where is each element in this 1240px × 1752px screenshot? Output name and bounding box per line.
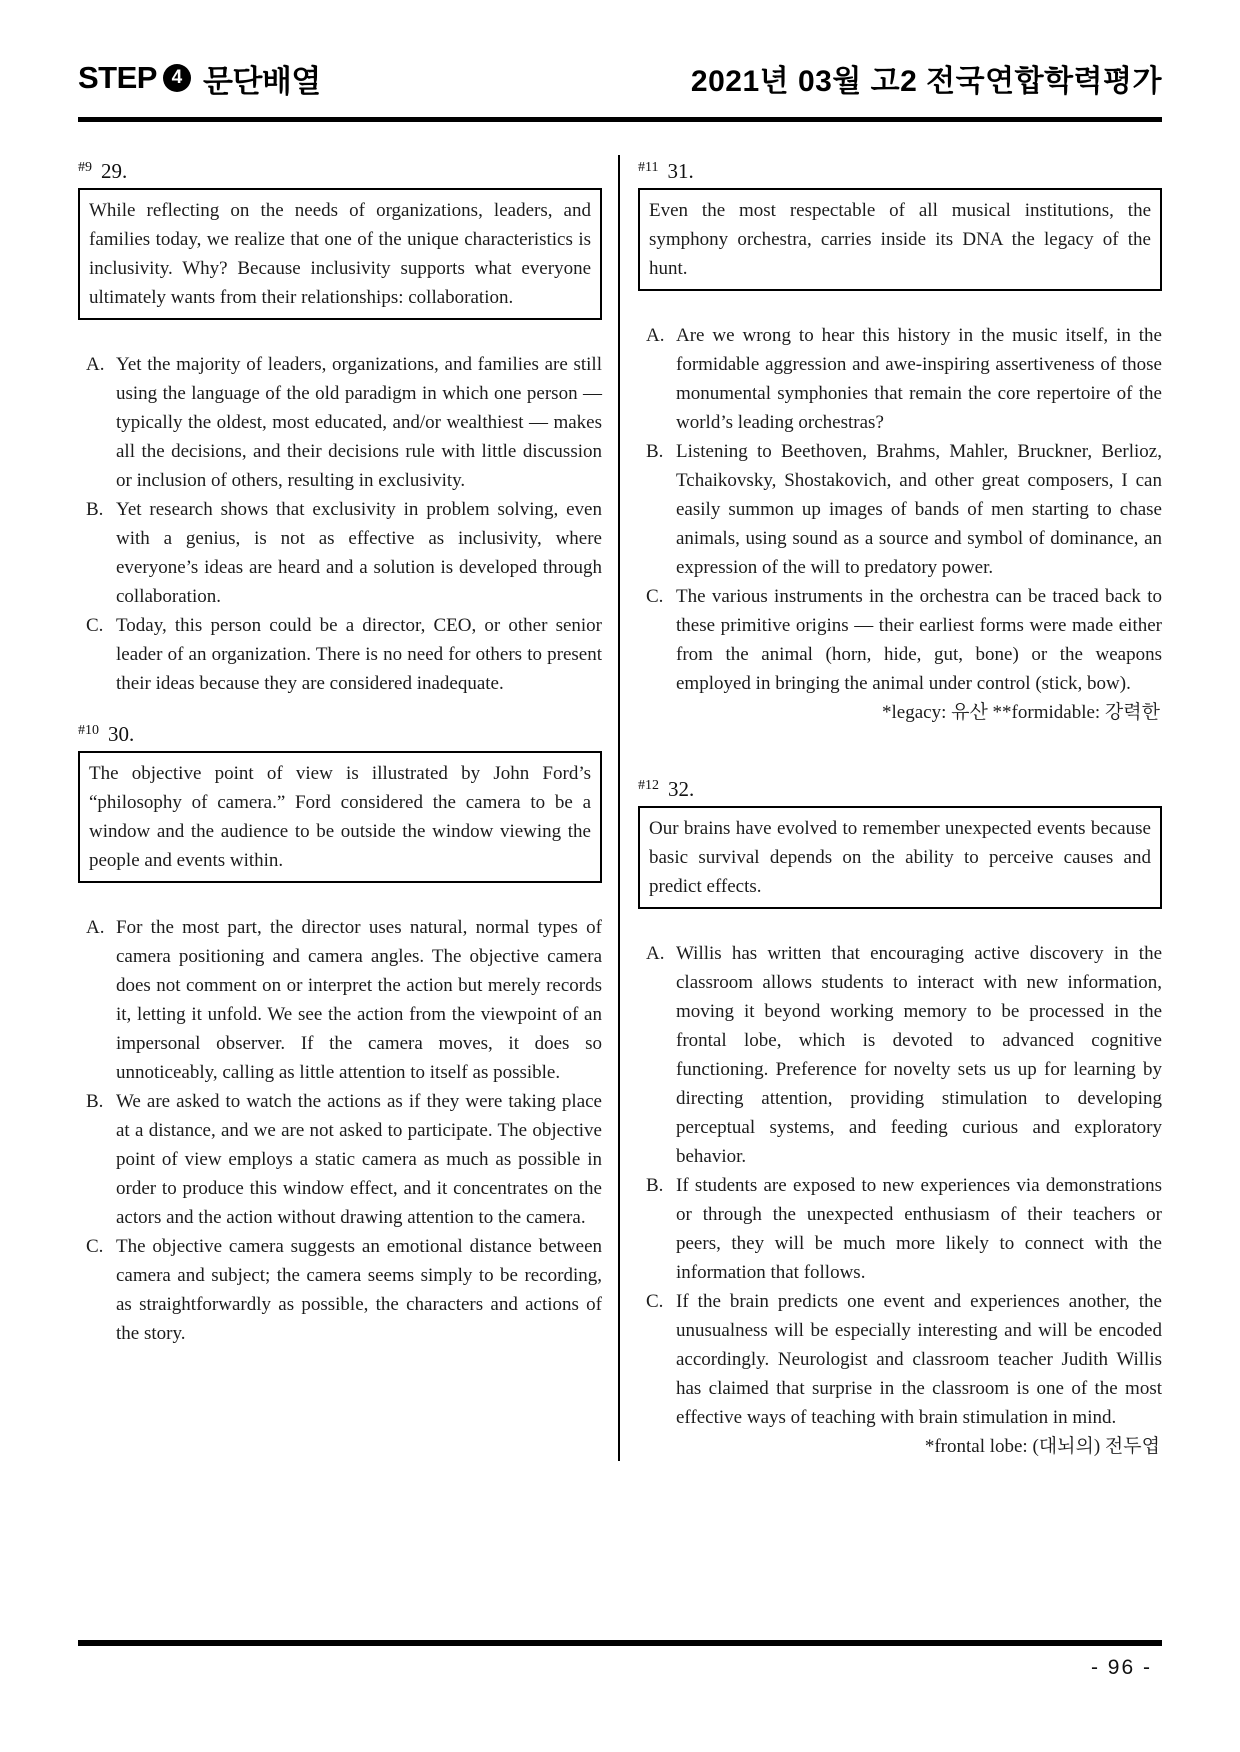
paragraph-A	[638, 939, 1162, 1171]
question-31	[638, 155, 1162, 727]
page-number: - 96 -	[1090, 1656, 1152, 1679]
question-30-paragraphs	[78, 913, 602, 1348]
question-30-number: 30.	[108, 722, 135, 746]
question-30-heading	[78, 718, 602, 747]
paragraph-label: C.	[646, 586, 664, 607]
right-column	[638, 155, 1162, 1461]
paragraph-label: C.	[86, 615, 104, 636]
vocabulary-footnote: *legacy: 유산 **formidable: 강력한	[881, 702, 1160, 723]
vocabulary-footnote: *frontal lobe: (대뇌의) 전두엽	[924, 1436, 1160, 1457]
question-32-tag: #12	[638, 778, 659, 793]
question-32-number: 32.	[668, 777, 695, 801]
paragraph-label: A.	[86, 917, 105, 938]
question-32-paragraphs	[638, 939, 1162, 1432]
step-number-badge: 4	[163, 64, 191, 92]
question-32-passage-box: Our brains have evolved to remember unexpected events because basic survival depends on the ability to perceive causes and predict effects.	[638, 806, 1162, 909]
question-29-number: 29.	[101, 159, 128, 183]
paragraph-text: Listening to Beethoven, Brahms, Mahler, Bruckner, Berlioz, Tchaikovsky, Shostakovich, and other great composers, I can easily summon up images of bands of men starting to chase animals, using sound as a source and symbol of dominance, an expression of the will to predatory power.	[676, 441, 1162, 578]
paragraph-text: Today, this person could be a director, CEO, or other senior leader of an organization. There is no need for others to present their ideas because they are considered inadequate.	[116, 615, 602, 694]
question-29-heading	[78, 155, 602, 184]
paragraph-C	[78, 1232, 602, 1348]
paragraph-text: Yet the majority of leaders, organizations, and families are still using the language of the old paradigm in which one person — typically the oldest, most educated, and/or wealthiest — makes all the decisions, and their decisions rule with little discussion or inclusion of others, resulting in exclusivity.	[116, 354, 602, 491]
paragraph-A	[638, 321, 1162, 437]
paragraph-label: A.	[646, 943, 665, 964]
paragraph-B	[78, 495, 602, 611]
footer-divider-rule	[78, 1640, 1162, 1646]
paragraph-text: If the brain predicts one event and experiences another, the unusualness will be especially interesting and will be encoded accordingly. Neurologist and classroom teacher Judith Willis has claimed that surprise in the classroom is one of the most effective ways of teaching with brain stimulation in mind.	[676, 1291, 1162, 1428]
question-31-tag: #11	[638, 160, 659, 175]
question-29-paragraphs	[78, 350, 602, 698]
paragraph-C	[638, 1287, 1162, 1432]
paragraph-B	[78, 1087, 602, 1232]
page-header	[78, 56, 1162, 100]
question-30	[78, 718, 602, 1348]
paragraph-label: C.	[86, 1236, 104, 1257]
step-label: STEP	[78, 60, 157, 95]
question-31-heading	[638, 155, 1162, 184]
paragraph-B	[638, 437, 1162, 582]
paragraph-label: B.	[646, 441, 664, 462]
question-30-passage-box: The objective point of view is illustrated by John Ford’s “philosophy of camera.” Ford considered the camera to be a window and the audience to be outside the window viewing the people and events within.	[78, 751, 602, 883]
question-31-number: 31.	[667, 159, 694, 183]
question-29	[78, 155, 602, 698]
question-29-tag: #9	[78, 160, 92, 175]
paragraph-text: Willis has written that encouraging active discovery in the classroom allows students to interact with new information, moving it beyond working memory to be processed in the frontal lobe, which is devoted to advanced cognitive functioning. Preference for novelty sets us up for learning by directing attention, providing stimulation to developing perceptual systems, and feeding curious and exploratory behavior.	[676, 943, 1162, 1167]
left-column	[78, 155, 602, 1461]
paragraph-text: Are we wrong to hear this history in the music itself, in the formidable aggression and awe-inspiring assertiveness of those monumental symphonies that remain the core repertoire of the world’s leading orchestras?	[676, 325, 1162, 433]
header-divider-rule	[78, 117, 1162, 122]
question-29-passage-box: While reflecting on the needs of organizations, leaders, and families today, we realize that one of the unique characteristics is inclusivity. Why? Because inclusivity supports what everyone ultimately wants from their relationships: collaboration.	[78, 188, 602, 320]
paragraph-label: A.	[646, 325, 665, 346]
paragraph-label: A.	[86, 354, 105, 375]
paragraph-text: The various instruments in the orchestra can be traced back to these primitive origins — their earliest forms were made either from the animal (horn, hide, gut, bone) or the weapons employed in bringing the animal under control (stick, bow).	[676, 586, 1162, 694]
paragraph-text: The objective camera suggests an emotional distance between camera and subject; the camera seems simply to be recording, as straightforwardly as possible, the characters and actions of the story.	[116, 1236, 602, 1344]
paragraph-A	[78, 913, 602, 1087]
paragraph-A	[78, 350, 602, 495]
paragraph-B	[638, 1171, 1162, 1287]
paragraph-label: B.	[86, 1091, 104, 1112]
paragraph-label: B.	[646, 1175, 664, 1196]
question-32-heading	[638, 773, 1162, 802]
paragraph-text: For the most part, the director uses natural, normal types of camera positioning and camera angles. The objective camera does not comment on or interpret the action but merely records it, letting it unfold. We see the action from the viewpoint of an impersonal observer. If the camera moves, it does so unnoticeably, calling as little attention to itself as possible.	[116, 917, 602, 1083]
question-31-paragraphs	[638, 321, 1162, 698]
question-32	[638, 773, 1162, 1461]
paragraph-label: B.	[86, 499, 104, 520]
step-section-title: 문단배열	[202, 63, 321, 99]
two-column-content	[78, 155, 1162, 1461]
exam-title: 2021년 03월 고2 전국연합학력평가	[690, 65, 1162, 98]
column-divider-rule	[618, 155, 620, 1461]
paragraph-text: If students are exposed to new experiences via demonstrations or through the unexpected enthusiasm of their teachers or peers, they will be much more likely to connect with the information that follows.	[676, 1175, 1162, 1283]
question-30-tag: #10	[78, 723, 99, 738]
paragraph-label: C.	[646, 1291, 664, 1312]
question-31-passage-box: Even the most respectable of all musical institutions, the symphony orchestra, carries inside its DNA the legacy of the hunt.	[638, 188, 1162, 291]
paragraph-text: We are asked to watch the actions as if they were taking place at a distance, and we are not asked to participate. The objective point of view employs a static camera as much as possible in order to produce this window effect, and it concentrates on the actors and the action without drawing attention to the camera.	[116, 1091, 602, 1228]
paragraph-C	[78, 611, 602, 698]
step-title-group	[78, 56, 321, 101]
paragraph-text: Yet research shows that exclusivity in problem solving, even with a genius, is not as effective as inclusivity, where everyone’s ideas are heard and a solution is developed through collaboration.	[116, 499, 602, 607]
paragraph-C	[638, 582, 1162, 698]
